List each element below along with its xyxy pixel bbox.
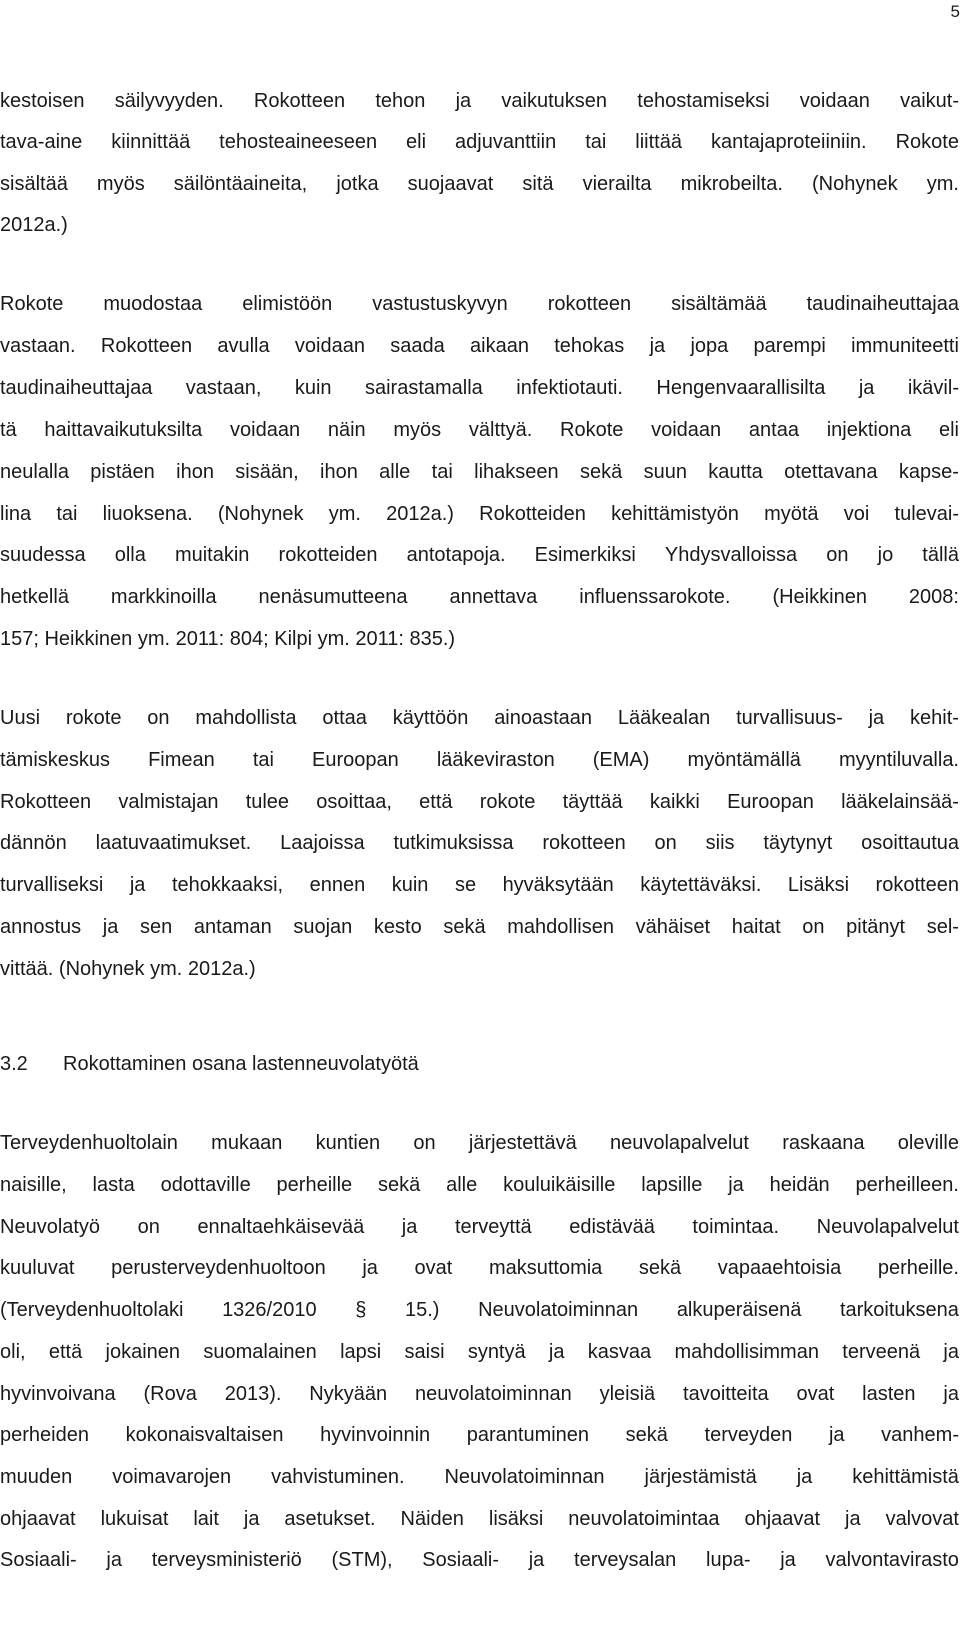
paragraph-line: vastaan. Rokotteen avulla voidaan saada aikaan tehokas ja jopa parempi immuniteetti bbox=[0, 335, 959, 357]
paragraph-line: lina tai liuoksena. (Nohynek ym. 2012a.) Rokotteiden kehittämistyön myötä voi tulevai- bbox=[0, 503, 959, 525]
paragraph-line: sisältää myös säilöntäaineita, jotka suojaavat sitä vierailta mikrobeilta. (Nohynek ym. bbox=[0, 173, 959, 195]
paragraph-line: muuden voimavarojen vahvistuminen. Neuvolatoiminnan järjestämistä ja kehittämistä bbox=[0, 1466, 959, 1488]
paragraph-line: Terveydenhuoltolain mukaan kuntien on järjestettävä neuvolapalvelut raskaana oleville bbox=[0, 1132, 959, 1154]
section-number: 3.2 bbox=[0, 1053, 28, 1075]
paragraph-line: oli, että jokainen suomalainen lapsi saisi syntyä ja kasvaa mahdollisimman terveenä ja bbox=[0, 1341, 959, 1363]
paragraph-line: annostus ja sen antaman suojan kesto sekä mahdollisen vähäiset haitat on pitänyt sel- bbox=[0, 916, 959, 938]
paragraph-line: tava-aine kiinnittää tehosteaineeseen eli adjuvanttiin tai liittää kantajaproteiiniin. Rokote bbox=[0, 131, 959, 153]
paragraph-line: vittää. (Nohynek ym. 2012a.) bbox=[0, 958, 256, 980]
paragraph-line: tämiskeskus Fimean tai Euroopan lääkeviraston (EMA) myöntämällä myyntiluvalla. bbox=[0, 749, 959, 771]
paragraph-line: Rokotteen valmistajan tulee osoittaa, että rokote täyttää kaikki Euroopan lääkelainsää- bbox=[0, 791, 959, 813]
paragraph-line: 157; Heikkinen ym. 2011: 804; Kilpi ym. 2011: 835.) bbox=[0, 628, 456, 650]
paragraph-line: (Terveydenhuoltolaki 1326/2010 § 15.) Neuvolatoiminnan alkuperäisenä tarkoituksena bbox=[0, 1299, 959, 1321]
paragraph-line: ohjaavat lukuisat lait ja asetukset. Näiden lisäksi neuvolatoimintaa ohjaavat ja valvovat bbox=[0, 1508, 959, 1530]
paragraph-line: kestoisen säilyvyyden. Rokotteen tehon ja vaikutuksen tehostamiseksi voidaan vaikut- bbox=[0, 90, 959, 112]
paragraph-line: turvalliseksi ja tehokkaaksi, ennen kuin se hyväksytään käytettäväksi. Lisäksi rokotteen bbox=[0, 874, 959, 896]
paragraph-line: perheiden kokonaisvaltaisen hyvinvoinnin parantuminen sekä terveyden ja vanhem- bbox=[0, 1424, 959, 1446]
paragraph-line: Uusi rokote on mahdollista ottaa käyttöön ainoastaan Lääkealan turvallisuus- ja kehit- bbox=[0, 707, 959, 729]
paragraph-line: kuuluvat perusterveydenhuoltoon ja ovat maksuttomia sekä vapaaehtoisia perheille. bbox=[0, 1257, 959, 1279]
paragraph-line: tä haittavaikutuksilta voidaan näin myös välttyä. Rokote voidaan antaa injektiona eli bbox=[0, 419, 959, 441]
paragraph-line: suudessa olla muitakin rokotteiden antotapoja. Esimerkiksi Yhdysvalloissa on jo tällä bbox=[0, 544, 959, 566]
paragraph-line: Sosiaali- ja terveysministeriö (STM), Sosiaali- ja terveysalan lupa- ja valvontavirasto bbox=[0, 1549, 959, 1571]
section-heading bbox=[0, 1052, 419, 1076]
paragraph-line: naisille, lasta odottaville perheille sekä alle kouluikäisille lapsille ja heidän perheilleen. bbox=[0, 1174, 959, 1196]
paragraph-line: hyvinvoivana (Rova 2013). Nykyään neuvolatoiminnan yleisiä tavoitteita ovat lasten ja bbox=[0, 1383, 959, 1405]
page-number: 5 bbox=[950, 2, 960, 21]
paragraph-line: 2012a.) bbox=[0, 214, 68, 236]
paragraph-line: hetkellä markkinoilla nenäsumutteena annettava influenssarokote. (Heikkinen 2008: bbox=[0, 586, 959, 608]
paragraph-line: dännön laatuvaatimukset. Laajoissa tutkimuksissa rokotteen on siis täytynyt osoittautua bbox=[0, 832, 959, 854]
paragraph-line: Rokote muodostaa elimistöön vastustuskyvyn rokotteen sisältämää taudinaiheuttajaa bbox=[0, 293, 959, 315]
paragraph-line: Neuvolatyö on ennaltaehkäisevää ja terveyttä edistävää toimintaa. Neuvolapalvelut bbox=[0, 1216, 959, 1238]
paragraph-line: taudinaiheuttajaa vastaan, kuin sairastamalla infektiotauti. Hengenvaarallisilta ja ikävil- bbox=[0, 377, 959, 399]
section-title: Rokottaminen osana lastenneuvolatyötä bbox=[63, 1053, 419, 1075]
paragraph-line: neulalla pistäen ihon sisään, ihon alle tai lihakseen sekä suun kautta otettavana kapse- bbox=[0, 461, 959, 483]
